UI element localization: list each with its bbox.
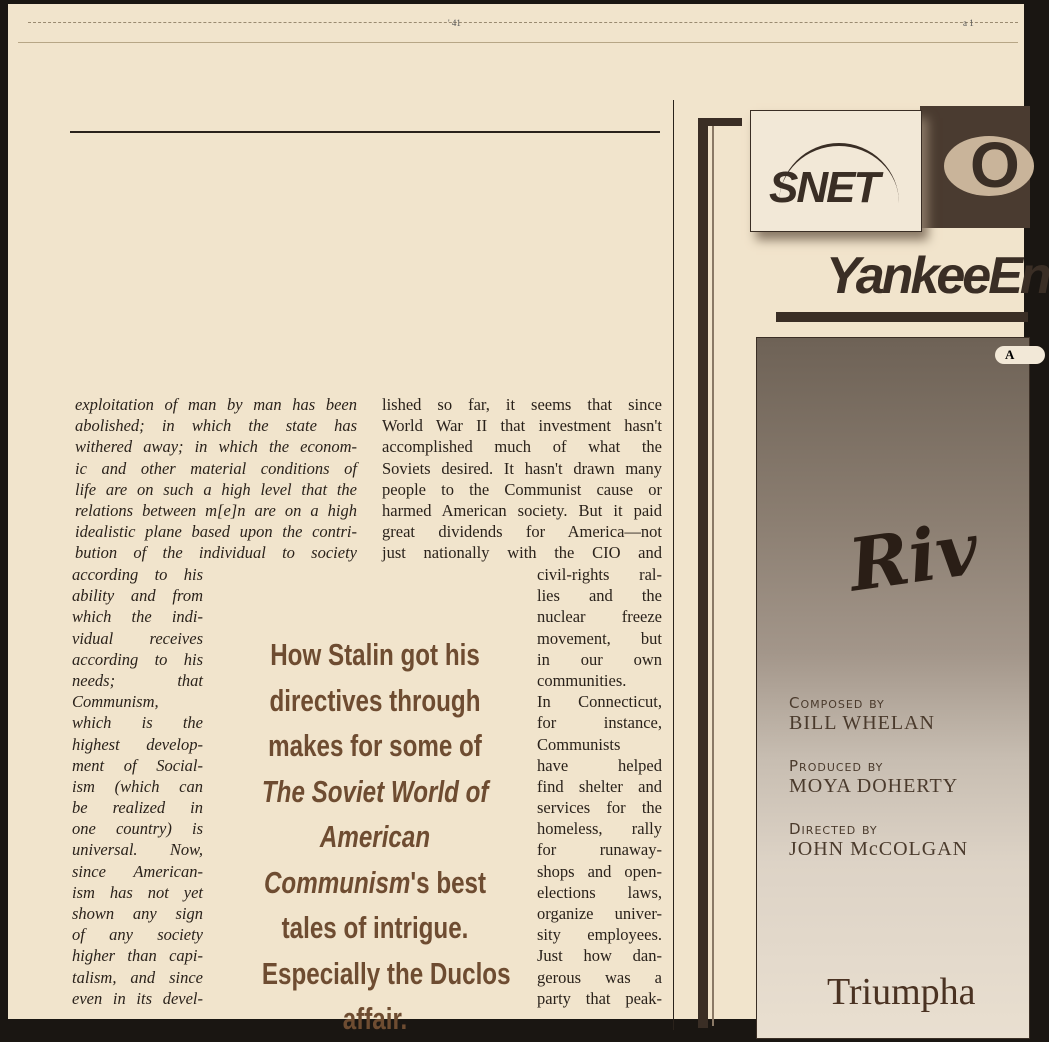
text-line: services for the (537, 798, 662, 818)
pull-text: 's best (410, 864, 487, 900)
text-line: civil-rights ral- (537, 565, 662, 584)
ad-frame (698, 118, 708, 1028)
text-line: withered away; in which the econom- (75, 437, 357, 457)
page-edge-rule (28, 22, 1018, 23)
text-line: ability and from (72, 586, 203, 606)
text-line: life are on such a high level that the (75, 479, 357, 499)
pull-line: Especially the Duclos (261, 955, 511, 991)
text-line: abolished; in which the state has (75, 416, 357, 436)
pull-line: How Stalin got his (270, 637, 480, 672)
column-divider (673, 100, 674, 1030)
credit-label: Produced by (789, 757, 884, 775)
text-line: bution of the individual to society (75, 543, 357, 563)
text-line: people to the Communist cause or (382, 479, 662, 499)
text-line: accomplished much of what the (382, 437, 662, 457)
pull-italic: Communism (263, 864, 411, 900)
dark-logo-panel (920, 106, 1030, 228)
column-1-narrow (72, 564, 203, 1009)
pull-line: makes for some of (268, 728, 482, 763)
text-line: even in its devel- (72, 988, 203, 1008)
text-line: according to his (72, 649, 203, 669)
text-line: Communists (537, 734, 621, 754)
text-line: harmed American society. But it paid (382, 500, 662, 520)
snet-logo: SNET (769, 163, 879, 212)
text-line: shops and open- (537, 861, 662, 881)
credits (789, 694, 968, 883)
text-line: homeless, rally (537, 819, 662, 839)
advertisement (698, 104, 1049, 1024)
pull-line (262, 860, 488, 906)
text-line: exploitation of man by man has been (75, 395, 357, 414)
text-line: ism has not yet (72, 882, 203, 902)
ad-frame-inner (712, 126, 714, 1026)
text-line: needs; that (72, 670, 203, 690)
text-line: lished so far, it seems that since (382, 395, 662, 414)
credit-name: BILL WHELAN (789, 712, 935, 734)
ad-tagline: Triumpha (827, 971, 976, 1013)
text-line: sity employees. (537, 925, 662, 945)
ad-title: YankeeEn (826, 247, 1049, 305)
text-line: communities. (537, 670, 627, 690)
text-line: elections laws, (537, 882, 662, 902)
pull-line: affair. (342, 1001, 408, 1036)
ad-photo (756, 337, 1030, 1039)
pull-line: American (319, 819, 431, 854)
text-line: ism (which can (72, 776, 203, 796)
magazine-page (8, 4, 1049, 1036)
column-2-wide (382, 394, 662, 564)
text-line: of any society (72, 925, 203, 945)
logo-letter: O (970, 129, 1020, 201)
pull-line: The Soviet World of (261, 773, 489, 809)
text-line: higher than capi- (72, 946, 203, 966)
text-line: for runaway- (537, 840, 662, 860)
text-line: universal. Now, (72, 840, 203, 860)
text-line: In Connecticut, (537, 692, 662, 712)
credit-label: Directed by (789, 820, 878, 838)
text-line: for instance, (537, 713, 662, 733)
text-line: just nationally with the CIO and (382, 543, 662, 563)
text-line: idealistic plane based upon the contri- (75, 522, 357, 542)
page-mark: a 1 (963, 18, 974, 28)
text-line: shown any sign (72, 904, 203, 923)
ad-badge: A (995, 346, 1045, 364)
text-line: which is the (72, 713, 203, 733)
text-line: highest develop- (72, 734, 203, 754)
pull-line: directives through (269, 682, 481, 718)
text-line: World War II that investment hasn't (382, 416, 662, 436)
text-line: Soviets desired. It hasn't drawn many (382, 458, 662, 478)
text-line: talism, and since (72, 967, 203, 987)
text-line: be realized in (72, 798, 203, 818)
pull-quote (261, 632, 511, 1042)
text-line: according to his (72, 565, 203, 584)
snet-logo-box (750, 110, 922, 232)
column-1-wide (75, 394, 357, 564)
text-line: find shelter and (537, 776, 662, 796)
credit-name: MOYA DOHERTY (789, 775, 959, 797)
text-line: nuclear freeze (537, 607, 662, 627)
pull-line: tales of intrigue. (281, 910, 469, 945)
page-edge-rule (18, 42, 1018, 43)
page-mark: ' 41 (448, 18, 461, 28)
text-line: organize univer- (537, 904, 662, 923)
text-line: gerous was a (537, 967, 662, 987)
ad-script-title: Riv (843, 505, 984, 608)
text-line: ic and other material conditions of (75, 458, 357, 478)
text-line: which the indi- (72, 607, 203, 627)
credit-name: JOHN McCOLGAN (789, 838, 969, 860)
top-rule (70, 131, 660, 133)
text-line: have helped (537, 755, 662, 775)
text-line: party that peak- (537, 988, 662, 1008)
text-line: in our own (537, 649, 662, 669)
title-bar (776, 312, 1028, 322)
text-line: lies and the (537, 586, 662, 606)
text-line: movement, but (537, 628, 662, 648)
text-line: Communism, (72, 692, 159, 712)
text-line: great dividends for America—not (382, 522, 662, 542)
text-line: ment of Social- (72, 755, 203, 775)
text-line: since American- (72, 861, 203, 881)
text-line: Just how dan- (537, 946, 662, 966)
text-line: one country) is (72, 819, 203, 839)
ad-frame-top (698, 118, 742, 126)
text-line: vidual receives (72, 628, 203, 648)
text-line: relations between m[e]n are on a high (75, 500, 357, 520)
credit-label: Composed by (789, 694, 885, 712)
column-2-narrow (537, 564, 662, 1009)
